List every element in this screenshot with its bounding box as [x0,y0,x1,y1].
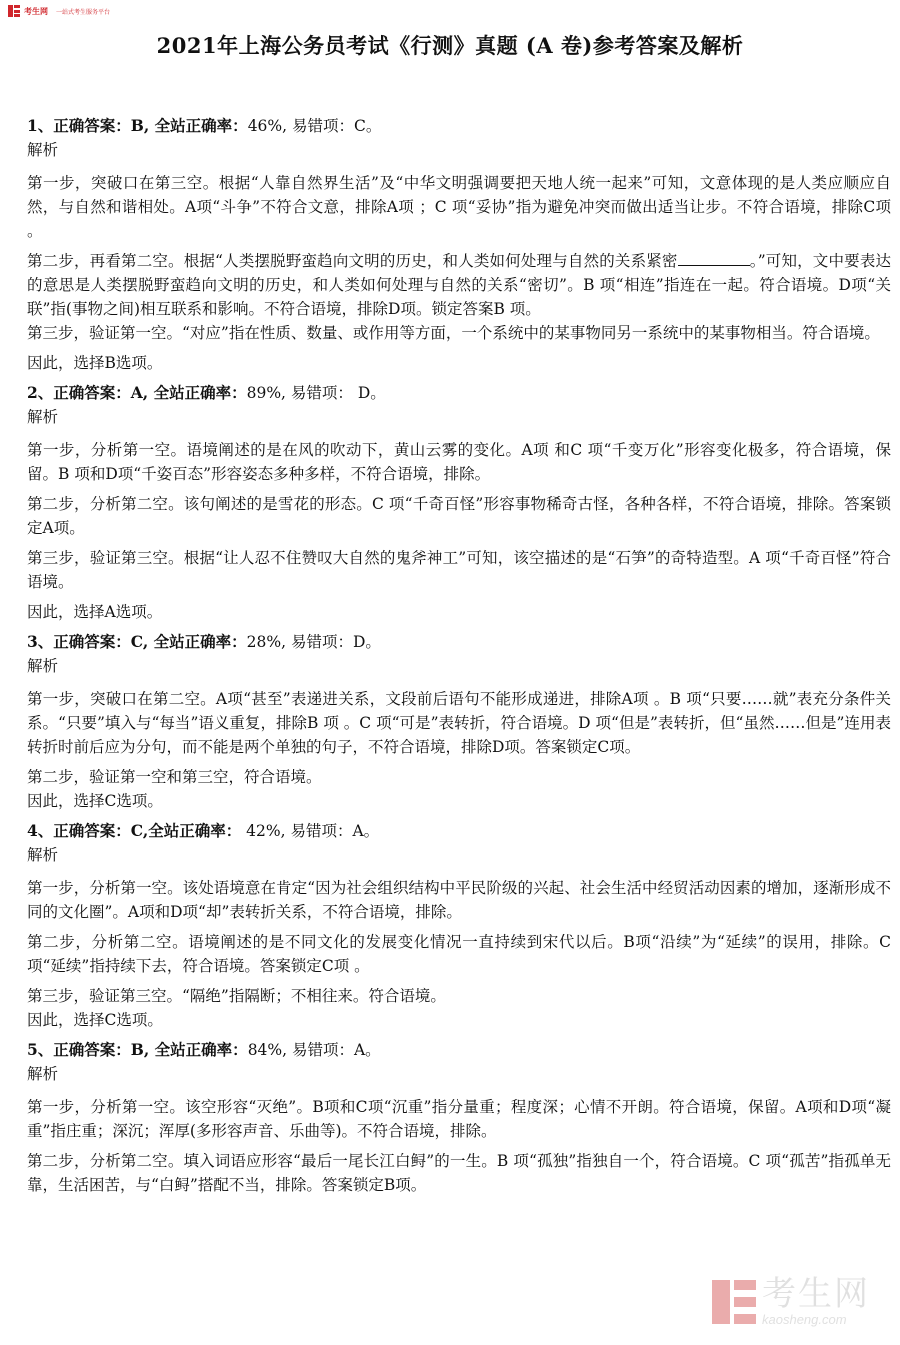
answer-content [27,110,891,1203]
answer-label: 5、正确答案：B, 全站正确率： [27,1040,248,1059]
analysis-paragraph: 第一步，分析第一空。该处语境意在肯定“因为社会组织结构中平民阶级的兴起、社会生活中经贸活动因素的增加，逐渐形成不同的文化圈”。A项和D项“却”表转折关系，不符合语境，排除。 [27,879,891,921]
conclusion: 因此，选择C选项。 [27,792,163,810]
watermark-text: 考生网 [762,1274,870,1314]
analysis-paragraph: 第一步，突破口在第二空。A项“甚至”表递进关系，文段前后语句不能形成递进，排除A项 。B 项“只要……就”表充分条件关系。“只要”填入与“每当”语义重复，排除B 项 。C 项“可是”表转折，符合语境。D 项“但是”表转折，但“虽然……但是”连用表转折时前后应为分句，而不能是两个单独的句子，不符合语境，排除D项。答案锁定C项。 [27,690,891,756]
analysis-paragraph: 第一步，突破口在第三空。根据“人靠自然界生活”及“中华文明强调要把天地人统一起来”可知，文意体现的是人类应顺应自然，与自然和谐相处。A项“斗争”不符合文意，排除A项 ；C 项“妥协”指为避免冲突而做出适当让步。不符合语境，排除C项 。 [27,174,891,240]
logo-slogan: 一站式考生服务平台 [56,9,111,16]
analysis-label: 解析 [27,1065,59,1083]
conclusion: 因此，选择A选项。 [27,603,163,621]
analysis-label: 解析 [27,657,59,675]
analysis-label: 解析 [27,408,59,426]
answer-label: 4、正确答案：C,全站正确率： [27,821,242,840]
watermark-url: kaosheng.com [762,1312,847,1327]
site-logo [8,4,110,18]
question-block-4 [27,819,891,1032]
question-block-2 [27,381,891,624]
conclusion: 因此，选择B选项。 [27,354,163,372]
analysis-label: 解析 [27,846,59,864]
question-header [27,1038,891,1062]
analysis-paragraph: 第二步，验证第一空和第三空，符合语境。 [27,768,322,786]
watermark [712,1276,870,1327]
analysis-paragraph: 第二步，再看第二空。根据“人类摆脱野蛮趋向文明的历史，和人类如何处理与自然的关系紧密 。”可知，文中要表达的意思是人类摆脱野蛮趋向文明的历史，和人类如何处理与自然的关系“密切”。B 项“相连”指连在一起。符合语境。D项“关联”指(事物之间)相互联系和影响。不符合语境，排除D项。锁定答案B 项。 第三步，验证第一空。“对应”指在性质、数量、或作用等方面，一个系统中的某事物同另一系统中的某事物相当。符合语境。 [27,252,891,342]
analysis-paragraph: 第三步，验证第三空。根据“让人忍不住赞叹大自然的鬼斧神工”可知，该空描述的是“石笋”的奇特造型。A 项“千奇百怪”符合语境。 [27,549,891,591]
analysis-paragraph: 第一步，分析第一空。语境阐述的是在风的吹动下，黄山云雾的变化。A项 和C 项“千变万化”形容变化极多，符合语境，保留。B 项和D项“千姿百态”形容姿态多种多样，不符合语境，排除。 [27,441,891,483]
analysis-paragraph: 第二步，分析第二空。该句阐述的是雪花的形态。C 项“千奇百怪”形容事物稀奇古怪，各种各样，不符合语境，排除。答案锁定A项。 [27,495,891,537]
question-header [27,114,891,138]
analysis-label: 解析 [27,141,59,159]
answer-label: 1、正确答案：B, 全站正确率： [27,116,248,135]
analysis-paragraph: 第二步，分析第二空。填入词语应形容“最后一尾长江白鲟”的一生。B 项“孤独”指独自一个，符合语境。C 项“孤苦”指孤单无靠，生活困苦，与“白鲟”搭配不当，排除。答案锁定B项。 [27,1152,891,1194]
answer-label: 2、正确答案：A, 全站正确率： [27,383,247,402]
logo-text: 考生网 [24,6,48,16]
question-header [27,630,891,654]
analysis-paragraph: 第三步，验证第三空。“隔绝”指隔断；不相往来。符合语境。 [27,987,446,1005]
accuracy-info: 89%, 易错项： D。 [246,384,386,402]
answer-blank [678,251,750,266]
accuracy-info: 46%, 易错项：C。 [247,117,382,135]
question-block-5 [27,1038,891,1197]
question-block-3 [27,630,891,813]
question-header [27,819,891,843]
accuracy-info: 28%, 易错项：D。 [246,633,381,651]
accuracy-info: 84%, 易错项：A。 [247,1041,381,1059]
accuracy-info: 42%, 易错项：A。 [241,822,380,840]
watermark-logo-icon [712,1280,756,1324]
logo-mark-icon [8,5,20,17]
question-header [27,381,891,405]
conclusion: 因此，选择C选项。 [27,1011,163,1029]
page-title: 2021年上海公务员考试《行测》真题 (A 卷)参考答案及解析 [156,33,744,58]
analysis-paragraph: 第二步，分析第二空。语境阐述的是不同文化的发展变化情况一直持续到宋代以后。B项“沿续”为“延续”的误用，排除。C项“延续”指持续下去，符合语境。答案锁定C项 。 [27,933,891,975]
question-block-1 [27,114,891,375]
analysis-paragraph: 第一步，分析第一空。该空形容“灭绝”。B项和C项“沉重”指分量重；程度深；心情不开朗。符合语境，保留。A项和D项“凝重”指庄重；深沉；浑厚(多形容声音、乐曲等)。不符合语境，排除。 [27,1098,891,1140]
answer-label: 3、正确答案：C, 全站正确率： [27,632,247,651]
